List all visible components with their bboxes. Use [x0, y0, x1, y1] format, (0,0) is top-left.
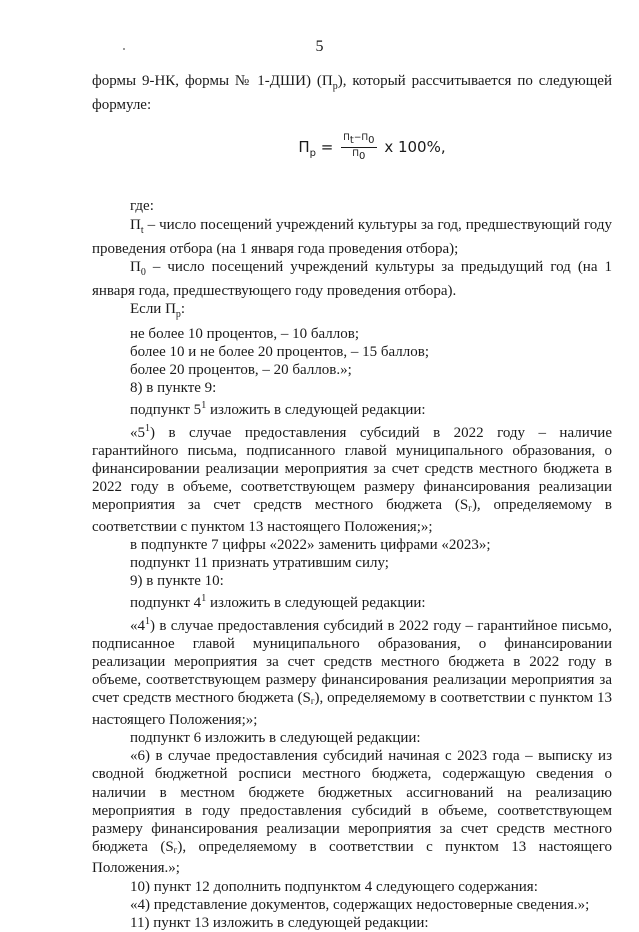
- intro-paragraph: формы 9-НК, формы № 1-ДШИ) $(П_p)$, который рассчитывается по следующей формуле:: [92, 73, 612, 114]
- score-line-1: не более 10 процентов, – 10 баллов;: [130, 325, 359, 342]
- score-line-3: более 20 процентов, – 20 баллов.»;: [130, 362, 352, 379]
- document-body: [92, 72, 612, 932]
- formula: $П_p$ = $\frac{П_t-П_0}{П_0}$ x 100%,: [298, 133, 446, 162]
- quote-5-1: «$5^1$) в случае предоставления субсидий в 2022 году – наличие гарантийного письма, подписанного главой муниципального образования, о финансировании реализации мероприятия за счет средств местного бюджета в 2022 году в объеме, соответствующем размеру финансирования реализации мероприятия за счет средств местного бюджета (Sг), определяемому в соответствии с пунктом 13 настоящего Положения;»;: [92, 422, 612, 535]
- subitem-11: подпункт 11 признать утратившим силу;: [130, 555, 389, 572]
- subitem-4-1: подпункт $4^1$ изложить в следующей редакции:: [130, 593, 426, 612]
- where-label: где:: [130, 198, 154, 215]
- item-10: 10) пункт 12 дополнить подпунктом 4 следующего содержания:: [130, 878, 538, 895]
- pt-definition: $П_t$ – число посещений учреждений культуры за год, предшествующий году проведения отбора (на 1 января года проведения отбора);: [92, 216, 612, 257]
- if-line: Если $П_p$:: [130, 301, 186, 321]
- quote-6: «6) в случае предоставления субсидий начиная с 2023 года – выписку из сводной бюджетной росписи местного бюджета, содержащую сведения о наличии в местном бюджете бюджетных ассигнований на реализацию мероприятия в году предоставления субсидий в объеме, соответствующем размеру финансирования реализации мероприятия за счет средств местного бюджета (Sг), определяемому в соответствии с пунктом 13 настоящего Положения.»;: [92, 748, 612, 877]
- subitem-7: в подпункте 7 цифры «2022» заменить цифрами «2023»;: [130, 536, 491, 553]
- p0-definition: $П_0$ – число посещений учреждений культуры за предыдущий год (на 1 января года, предшествующего году проведения отбора).: [92, 259, 612, 300]
- quote-12-4: «4) представление документов, содержащих недостоверные сведения.»;: [130, 896, 590, 913]
- item-9: 9) в пункте 10:: [130, 573, 224, 590]
- page-number: 5: [315, 38, 324, 55]
- item-11: 11) пункт 13 изложить в следующей редакции:: [130, 914, 429, 931]
- quote-4-1: «$4^1$) в случае предоставления субсидий в 2022 году – гарантийное письмо, подписанное главой муниципального образования, о финансировании реализации мероприятия за счет средств местного бюджета в 2022 году в объеме, соответствующем размеру финансирования реализации мероприятия за счет средств местного бюджета (Sг), определяемому в соответствии с пунктом 13 настоящего Положения;»;: [92, 615, 612, 728]
- subitem-6: подпункт 6 изложить в следующей редакции:: [130, 729, 421, 746]
- subitem-5-1: подпункт $5^1$ изложить в следующей редакции:: [130, 400, 426, 419]
- score-line-2: более 10 и не более 20 процентов, – 15 баллов;: [130, 343, 430, 360]
- item-8: 8) в пункте 9:: [130, 380, 217, 397]
- formula-fraction: $\frac{П_t-П_0}{П_0}$: [343, 133, 375, 162]
